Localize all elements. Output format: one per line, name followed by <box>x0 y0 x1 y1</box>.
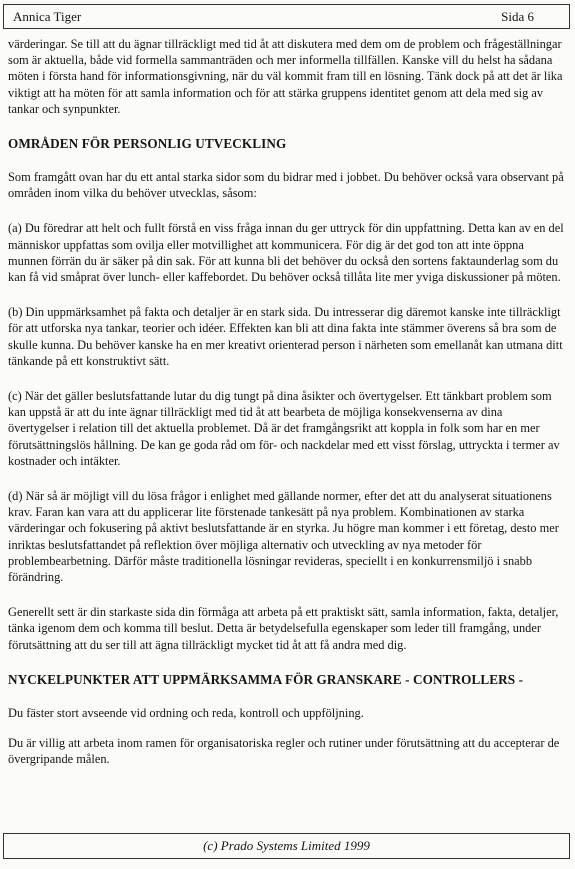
author-name: Annica Tiger <box>13 9 82 24</box>
paragraph-a: (a) Du föredrar att helt och fullt förstå en viss fråga innan du ger uttryck för din uppfattning. Detta kan av en del människor uppfattas som ovilja eller motvillighet att kommunicera. För dig är det god ton att inte öppna munnen förrän du är säker på din sak. För att kunna bli det behöver du också den sortens faktaunderlag som du kan få vid småprat över lunch- eller kaffebordet. Du behöver också tillåta lite mer yviga diskussioner på möten. <box>8 221 564 285</box>
intro-paragraph: värderingar. Se till att du ägnar tillräckligt med tid åt att diskutera med dem om de problem och frågeställningar som är aktuella, både vid formella sammanträden och mer informella tillfällen. Kanske vill du helst ha sådana möten i första hand för informationsgivning, när du väl kommit fram till en lösning. Tänk dock på att det är lika viktigt att ha möten för att samla information och för att stärka gruppens identitet genom att dela med sig av tankar och synpunkter. <box>8 37 563 116</box>
key-point-paragraph: Du fäster stort avseende vid ordning och reda, kontroll och uppföljning. <box>8 705 364 720</box>
paragraph: Som framgått ovan har du ett antal starka sidor som du bidrar med i jobbet. Du behöver också vara observant på områden inom vilka du behöver utvecklas, såsom: <box>8 170 564 201</box>
paragraph-d: (d) När så är möjligt vill du lösa frågor i enlighet med gällande normer, efter det att du analyserat situationens krav. Faran kan vara att du applicerar lite förstenade tankesätt på nya problem. Kombinationen av starka värderingar och fokusering på aktivt beslutsfattande är en styrka. Ju högre man kommer i ett företag, desto mer inriktas beslutsfattandet på reflektion över möjliga alternativ och utveckling av nya metoder för problembearbetning. Därför måste traditionella lösningar revideras, speciellt i en konkurrensmiljö i snabb förändring. <box>8 489 559 585</box>
paragraph-c: (c) När det gäller beslutsfattande lutar du dig tungt på dina åsikter och övertygelser. Ett tänkbart problem som kan uppstå är att du inte ägnar tillräckligt med tid åt att bearbeta de möjliga konsekvenserna av dina övertygelser i relation till det aktuella problemet. Då är det framgångsrikt att koppla in folk som har en mer förutsättningslös hållning. De kan ge goda råd om för- och nackdelar med ett visst förslag, uttryckta i termer av kostnader och intäkter. <box>8 389 560 468</box>
key-point-paragraph: Du är villig att arbeta inom ramen för organisatoriska regler och rutiner under förutsättning att du accepterar de övergripande målen. <box>8 736 560 767</box>
page-footer <box>3 833 570 859</box>
section-heading-personal-development: OMRÅDEN FÖR PERSONLIG UTVECKLING <box>8 136 287 152</box>
page-header <box>3 4 570 29</box>
page-number: Sida 6 <box>501 9 534 24</box>
paragraph-summary: Generellt sett är din starkaste sida din förmåga att arbeta på ett praktiskt sätt, samla information, fakta, detaljer, tänka igenom dem och komma till beslut. Detta är betydelsefulla egenskaper som leder till framgång, under förutsättning att du ser till att ägna tillräckligt mycket tid åt att få andra med dig. <box>8 605 559 652</box>
copyright-text: (c) Prado Systems Limited 1999 <box>203 838 370 853</box>
document-body <box>8 36 564 787</box>
paragraph-b: (b) Din uppmärksamhet på fakta och detaljer är en stark sida. Du intresserar dig däremot kanske inte tillräckligt för att utforska nya tankar, teorier och idéer. Effekten kan bli att dina fakta inte stämmer överens så bra som de skulle kunna. Du behöver kanske ha en mer kreativt orienterad person i närheten som emellanåt kan utmana ditt tänkande på ett konstruktivt sätt. <box>8 305 563 368</box>
section-heading-key-points: NYCKELPUNKTER ATT UPPMÄRKSAMMA FÖR GRANSKARE - CONTROLLERS - <box>8 671 524 687</box>
